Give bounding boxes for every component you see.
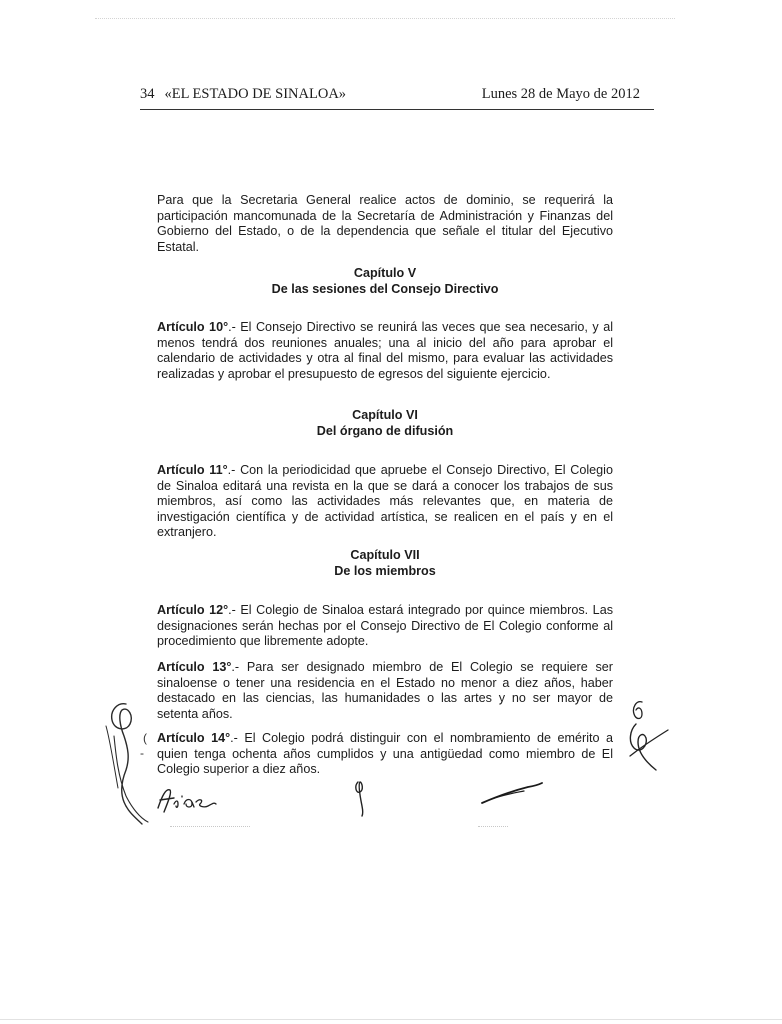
- intro-paragraph-text: Para que la Secretaria General realice actos de dominio, se requerirá la participación mancomunada de la Secretaría de Administración y Finanzas del Gobierno del Estado, o de la dependencia que señale el titular del Ejecutivo Estatal.: [157, 193, 613, 254]
- article-label: Artículo 11°: [157, 463, 228, 477]
- margin-dash-mark: -: [140, 746, 144, 760]
- chapter-heading-vii: [157, 547, 613, 579]
- publication-date: Lunes 28 de Mayo de 2012: [481, 86, 640, 102]
- right-margin-signature: [622, 696, 672, 776]
- center-signature: [350, 776, 374, 818]
- article-label: Artículo 14°: [157, 731, 231, 745]
- chapter-title: Del órgano de difusión: [316, 424, 454, 438]
- margin-paren-mark: (: [143, 731, 147, 745]
- article-label: Artículo 13°: [157, 660, 232, 674]
- intro-paragraph: [157, 193, 613, 255]
- scan-bottom-edge: [0, 1019, 782, 1020]
- scan-artifact-dots: [170, 826, 250, 827]
- article-text: .- El Consejo Directivo se reunirá las veces que sea necesario, y al menos tendrá dos reuniones anuales; una al inicio del año para aprobar el calendario de actividades y otra al final del mismo, para evaluar las actividades realizadas y aprobar el presupuesto de egresos del siguiente ejercicio.: [157, 320, 613, 381]
- article-12: [157, 603, 613, 650]
- article-11: [157, 463, 613, 541]
- chapter-title: De las sesiones del Consejo Directivo: [271, 282, 499, 296]
- article-text: .- El Colegio podrá distinguir con el nombramiento de emérito a quien tenga ochenta años cumplidos y una antigüedad como miembro de El Colegio superior a diez años.: [157, 731, 614, 776]
- right-signature-stroke: [478, 781, 548, 807]
- article-13: [157, 660, 613, 722]
- publication-name: «EL ESTADO DE SINALOA»: [164, 86, 347, 102]
- article-text: .- Con la periodicidad que apruebe el Consejo Directivo, El Colegio de Sinaloa editará una revista en la que se dará a conocer los trabajos de sus miembros, así como las actividades más relevantes que, en materia de investigación científica y de actividad artística, se realicen en el país y en el extranjero.: [157, 463, 613, 539]
- chapter-number: Capítulo V: [353, 266, 417, 280]
- article-14: [157, 731, 613, 778]
- chapter-number: Capítulo VI: [352, 408, 418, 422]
- article-label: Artículo 10°: [157, 320, 229, 334]
- handwritten-initials: [152, 782, 222, 816]
- chapter-title: De los miembros: [334, 564, 436, 578]
- chapter-heading-vi: [157, 407, 613, 439]
- chapter-heading-v: [157, 265, 613, 297]
- header-left: [140, 86, 346, 103]
- scan-artifact-dots: [478, 826, 508, 827]
- chapter-number: Capítulo VII: [350, 548, 420, 562]
- page-number: 34: [140, 86, 155, 102]
- header-rule: [140, 109, 654, 110]
- article-text: .- El Colegio de Sinaloa estará integrado por quince miembros. Las designaciones serán hechas por el Consejo Directivo de El Colegio conforme al procedimiento que libremente adopte.: [157, 603, 613, 648]
- article-text: .- Para ser designado miembro de El Colegio se requiere ser sinaloense o tener una residencia en el Estado no menor a diez años, haber destacado en las ciencias, las humanidades o las artes y no ser mayor de setenta años.: [157, 660, 613, 721]
- page-header: [140, 86, 640, 108]
- article-label: Artículo 12°: [157, 603, 229, 617]
- scan-artifact-line: [95, 18, 675, 20]
- article-10: [157, 320, 613, 382]
- left-margin-signature: [96, 696, 156, 826]
